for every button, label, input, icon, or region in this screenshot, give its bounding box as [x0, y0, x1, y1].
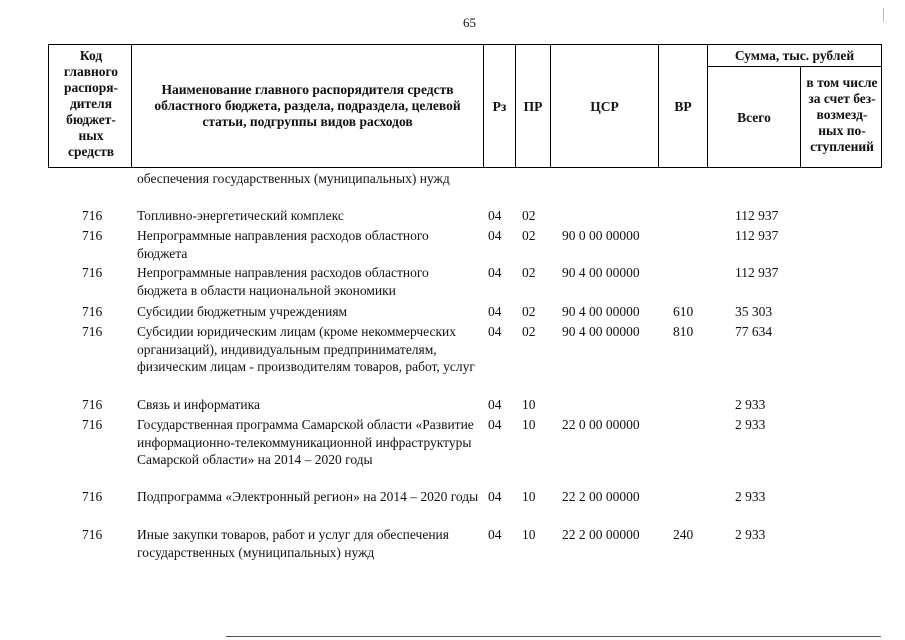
- header-sum: Сумма, тыс. рублей: [734, 48, 855, 63]
- row-code: 716: [82, 265, 103, 280]
- header-name: Наименование главного распорядителя средств областного бюджета, раздела, подраздела, целевой статьи, подгруппы видов расходов: [154, 82, 461, 129]
- row-code: 716: [82, 397, 103, 412]
- row-total: 35 303: [735, 304, 773, 319]
- row-name: Субсидии юридическим лицам (кроме некоммерческих организаций), индивидуальным предпринимателям, физическим лицам - производителям товаров, работ, услуг: [137, 324, 475, 374]
- row-csr: 90 0 00 00000: [562, 228, 640, 243]
- row-csr: 22 0 00 00000: [562, 417, 640, 432]
- row-code: 716: [82, 228, 103, 243]
- row-vr: 610: [673, 304, 694, 319]
- row-total: 112 937: [735, 228, 779, 243]
- row-rz: 04: [488, 228, 502, 243]
- row-total: 2 933: [735, 417, 766, 432]
- row-code: 716: [82, 208, 103, 223]
- continuation-text: обеспечения государственных (муниципальных) нужд: [137, 171, 450, 186]
- scan-mark: [883, 8, 884, 22]
- row-name: Субсидии бюджетным учреждениям: [137, 304, 348, 319]
- row-csr: 90 4 00 00000: [562, 265, 640, 280]
- header-vr: ВР: [674, 99, 692, 114]
- row-code: 716: [82, 324, 103, 339]
- row-csr: 90 4 00 00000: [562, 304, 640, 319]
- row-csr: 22 2 00 00000: [562, 527, 640, 542]
- row-rz: 04: [488, 208, 502, 223]
- header-pr: ПР: [523, 99, 543, 114]
- row-rz: 04: [488, 417, 502, 432]
- row-name: Государственная программа Самарской области «Развитие информационно-телекоммуникационной инфраструктуры Самарской области» на 2014 – 2020 годы: [137, 417, 474, 467]
- row-pr: 02: [522, 208, 536, 223]
- row-vr: 810: [673, 324, 694, 339]
- row-pr: 10: [522, 527, 536, 542]
- row-code: 716: [82, 527, 103, 542]
- row-code: 716: [82, 304, 103, 319]
- header-total: Всего: [737, 110, 771, 125]
- row-vr: 240: [673, 527, 694, 542]
- col-border-0: [48, 44, 49, 168]
- row-total: 112 937: [735, 208, 779, 223]
- row-rz: 04: [488, 527, 502, 542]
- row-name: Топливно-энергетический комплекс: [137, 208, 344, 223]
- row-code: 716: [82, 489, 103, 504]
- col-border-7: [800, 66, 801, 168]
- row-name: Связь и информатика: [137, 397, 260, 412]
- row-name: Подпрограмма «Электронный регион» на 2014 – 2020 годы: [137, 489, 479, 504]
- row-pr: 02: [522, 304, 536, 319]
- col-border-1: [131, 44, 132, 168]
- col-border-8: [881, 44, 882, 168]
- header-rz: Рз: [492, 99, 507, 114]
- header-top-border: [48, 44, 882, 45]
- row-rz: 04: [488, 324, 502, 339]
- row-csr: 90 4 00 00000: [562, 324, 640, 339]
- row-pr: 10: [522, 397, 536, 412]
- header-bottom-border: [48, 167, 882, 168]
- row-pr: 10: [522, 489, 536, 504]
- row-code: 716: [82, 417, 103, 432]
- row-name: Непрограммные направления расходов областного бюджета: [137, 228, 429, 261]
- row-rz: 04: [488, 304, 502, 319]
- row-csr: 22 2 00 00000: [562, 489, 640, 504]
- row-pr: 10: [522, 417, 536, 432]
- row-total: 77 634: [735, 324, 773, 339]
- row-name: Иные закупки товаров, работ и услуг для обеспечения государственных (муниципальных) нужд: [137, 527, 449, 560]
- header-nonrepayable: в том числе за счет без-возмезд-ных по-ступлений: [806, 75, 878, 154]
- row-pr: 02: [522, 265, 536, 280]
- sum-subheader-border: [707, 66, 882, 67]
- footer-rule: [226, 636, 881, 637]
- row-total: 2 933: [735, 489, 766, 504]
- row-rz: 04: [488, 489, 502, 504]
- row-total: 112 937: [735, 265, 779, 280]
- header-csr: ЦСР: [590, 99, 619, 114]
- row-total: 2 933: [735, 397, 766, 412]
- page-number: 65: [463, 15, 476, 30]
- row-rz: 04: [488, 397, 502, 412]
- row-rz: 04: [488, 265, 502, 280]
- header-code: Код главного распоря-дителя бюджет-ных средств: [63, 48, 119, 159]
- row-total: 2 933: [735, 527, 766, 542]
- row-pr: 02: [522, 324, 536, 339]
- row-pr: 02: [522, 228, 536, 243]
- row-name: Непрограммные направления расходов областного бюджета в области национальной экономики: [137, 265, 429, 298]
